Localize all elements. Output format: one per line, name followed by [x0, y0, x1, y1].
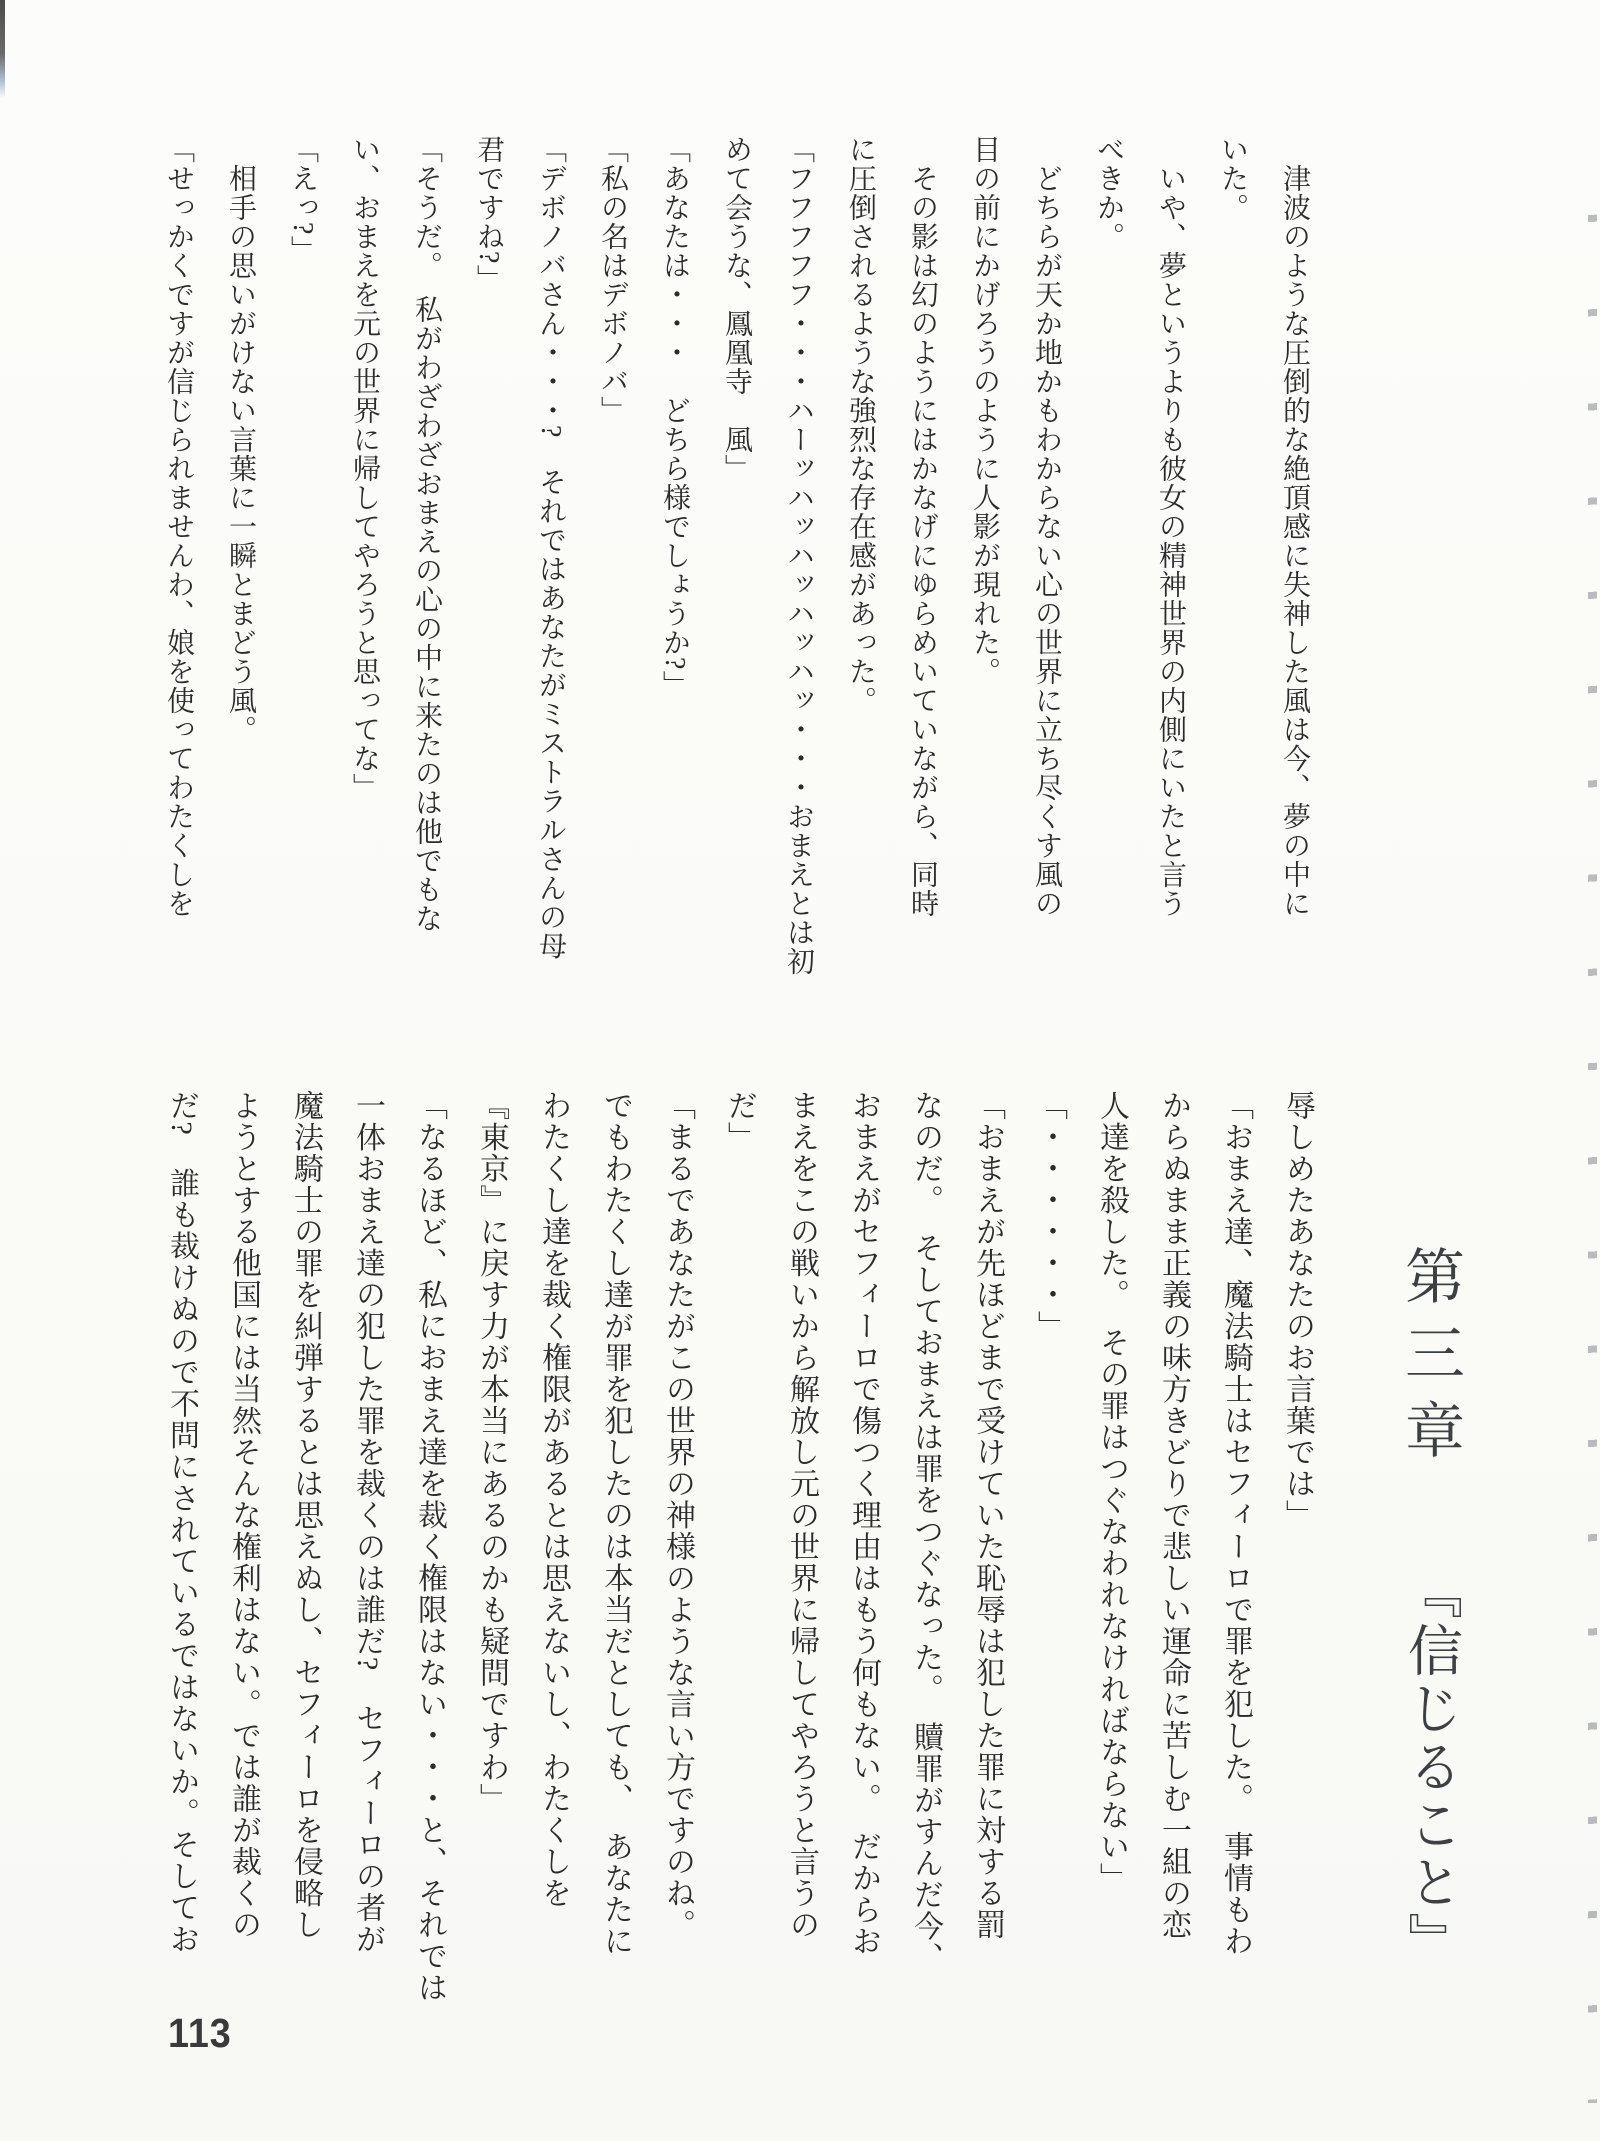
chapter-name: 『信じること』 [1400, 1564, 1461, 1970]
text-column: 「まるであなたがこの世界の神様のような言い方ですのね。 [661, 1090, 694, 1941]
text-column: 「おまえが先ほどまで受けていた恥辱は犯した罪に対する罰 [971, 1090, 1004, 1941]
text-column: 君ですね?」 [473, 135, 504, 294]
text-column: からぬまま正義の味方きどりで悲しい運命に苦しむ一組の恋 [1157, 1090, 1190, 1941]
text-column: 「えっ?」 [287, 135, 318, 265]
text-column: まえをこの戦いから解放し元の世界に帰してやろうと言うの [785, 1090, 818, 1941]
text-column: でもわたくし達が罪を犯したのは本当だとしても、 あなたに [599, 1090, 632, 1957]
text-column: 一体おまえ達の犯した罪を裁くのは誰だ? セフィーロの者が [351, 1090, 384, 1956]
text-column: 「私の名はデボノバ」 [597, 135, 628, 425]
text-column: 「そうだ。 私がわざわざおまえの心の中に来たのは他でもな [411, 135, 442, 933]
bottom-text-block [134, 1090, 1312, 2050]
text-column: ようとする他国には当然そんな権利はない。では誰が裁くの [227, 1090, 260, 1941]
text-column: 「あなたは・・・ どちら様でしょうか?」 [659, 135, 690, 700]
text-column: いや、夢というよりも彼女の精神世界の内側にいたと言う [1155, 135, 1186, 918]
scan-edge-artifact [0, 0, 5, 98]
text-column: だ? 誰も裁けぬので不問にされているではないか。そしてお [165, 1090, 198, 1956]
text-column: めて会うな、鳳凰寺 風」 [721, 135, 752, 483]
text-column: 津波のような圧倒的な絶頂感に失神した風は今、夢の中に [1279, 135, 1310, 918]
text-column: 「おまえ達、魔法騎士はセフィーロで罪を犯した。 事情もわ [1219, 1090, 1252, 1957]
scan-specks-artifact [1588, 128, 1597, 2103]
text-column: だ」 [723, 1090, 756, 1153]
text-column: わたくし達を裁く権限があるとは思えないし、わたくしを [537, 1090, 570, 1909]
text-column: 目の前にかげろうのように人影が現れた。 [969, 135, 1000, 686]
top-text-block [130, 135, 1308, 1015]
text-column: その影は幻のようにはかなげにゆらめいていながら、同時 [907, 135, 938, 918]
text-column: おまえがセフィーロで傷つく理由はもう何もない。 だからお [847, 1090, 880, 1957]
text-column: 「・・・・・・」 [1033, 1090, 1066, 1342]
text-column: いた。 [1217, 135, 1248, 222]
text-column: 「なるほど、私におまえ達を裁く権限はない・・・と、それでは [413, 1090, 446, 2004]
text-column: なのだ。 そしておまえは罪をつぐなった。 贖罪がすんだ今、 [909, 1090, 942, 1974]
text-column: 辱しめたあなたのお言葉では」 [1281, 1090, 1314, 1531]
text-column: い、おまえを元の世界に帰してやろうと思ってな」 [349, 135, 380, 802]
text-column: 人達を殺した。 その罪はつぐなわれなければならない」 [1095, 1090, 1128, 1894]
text-column: べきか。 [1093, 135, 1124, 251]
text-column: 魔法騎士の罪を糾弾するとは思えぬし、セフィーロを侵略し [289, 1090, 322, 1941]
text-column: どちらが天か地かもわからない心の世界に立ち尽くす風の [1031, 135, 1062, 918]
chapter-title-gap [1430, 1476, 1431, 1564]
text-column: 相手の思いがけない言葉に一瞬とまどう風。 [225, 135, 256, 744]
text-column: に圧倒されるような強烈な存在感があった。 [845, 135, 876, 715]
text-column: 『東京』に戻す力が本当にあるのかも疑問ですわ」 [475, 1090, 508, 1815]
text-column: 「せっかくですが信じられませんわ、娘を使ってわたくしを [163, 135, 194, 918]
text-column: 「デボノバさん・・・? それではあなたがミストラルさんの母 [535, 135, 566, 961]
page-number: 113 [168, 2010, 232, 2056]
chapter-title [1396, 1245, 1463, 2045]
text-column: 「フフフフフ・・・ハーッハッハッハッハッ・・・おまえとは初 [783, 135, 814, 976]
chapter-number: 第三章 [1397, 1245, 1463, 1476]
